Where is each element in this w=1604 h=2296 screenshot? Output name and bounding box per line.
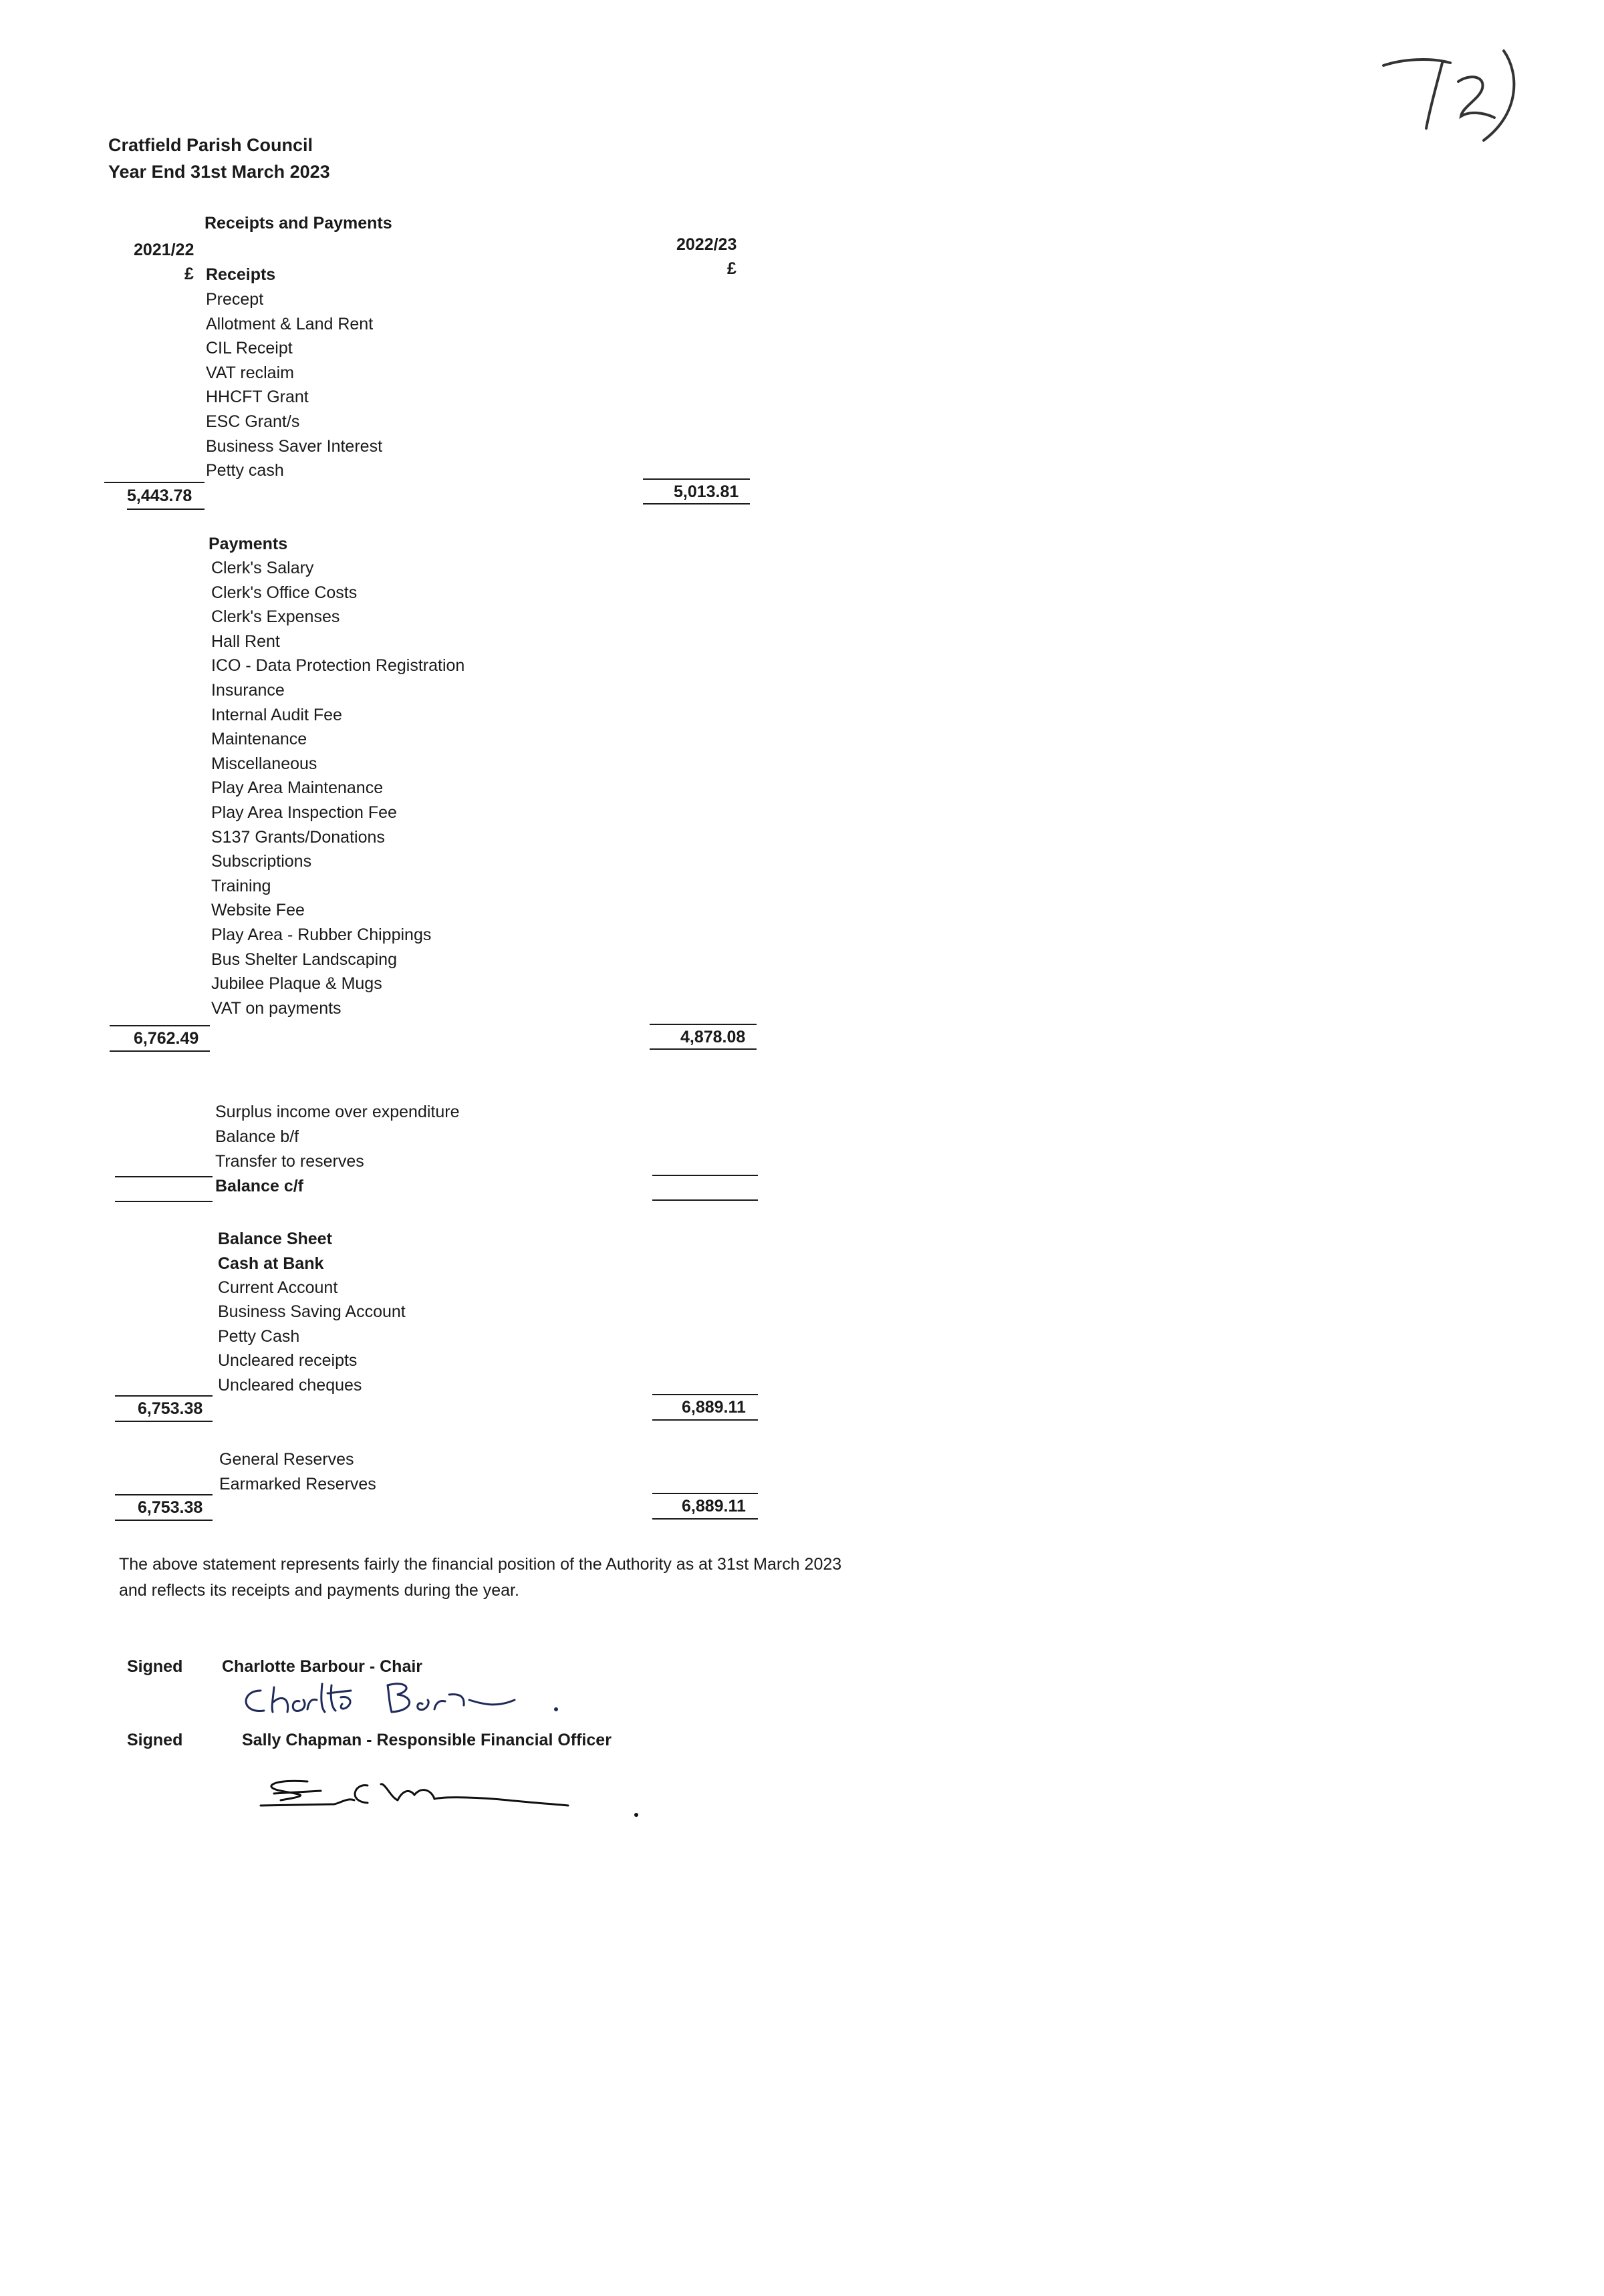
receipts-current-double-rule [643, 503, 750, 505]
line-item-label: Bus Shelter Landscaping [211, 950, 397, 969]
section-title: Receipts and Payments [205, 214, 392, 233]
reserves-current-double-rule [652, 1518, 758, 1520]
signed-label-chair: Signed [127, 1657, 183, 1676]
table-row [0, 828, 802, 851]
line-item-label: HHCFT Grant [206, 388, 309, 407]
surplus-current-double-rule [652, 1199, 758, 1201]
line-item-label: Clerk's Office Costs [211, 583, 358, 602]
current-currency: £ [727, 259, 737, 278]
table-row [0, 632, 802, 655]
table-row [0, 290, 802, 313]
surplus-prior-rule [115, 1176, 213, 1177]
line-item-label: Current Account [218, 1278, 338, 1297]
table-row [0, 754, 802, 777]
line-item-label: Earmarked Reserves [219, 1475, 376, 1493]
line-item-label: Uncleared receipts [218, 1351, 358, 1371]
table-row [0, 1327, 802, 1350]
report-period: Year End 31st March 2023 [108, 162, 330, 182]
line-item-label: VAT on payments [211, 998, 342, 1018]
line-item-label: Petty cash [206, 461, 284, 480]
statement-line-1: The above statement represents fairly the financial position of the Authority as at 31st March 2023 [119, 1555, 842, 1574]
line-item-label: VAT reclaim [206, 363, 294, 382]
line-item-label: Hall Rent [211, 631, 280, 651]
line-item-label: Transfer to reserves [215, 1152, 364, 1171]
chair-signature [234, 1671, 581, 1724]
payments-heading: Payments [209, 535, 288, 553]
payments-total-prior: 6,762.49 [134, 1029, 199, 1048]
rfo-signature [254, 1771, 655, 1824]
reserves-prior-double-rule [115, 1520, 213, 1521]
surplus-prior-double-rule [115, 1201, 213, 1202]
signatory-chair-name: Charlotte Barbour - Chair [222, 1657, 423, 1676]
table-row [0, 315, 802, 337]
line-item-label: Business Saving Account [218, 1302, 406, 1322]
table-row [0, 1177, 802, 1199]
receipts-prior-double-rule [127, 509, 205, 510]
receipts-total-prior: 5,443.78 [127, 486, 192, 505]
table-row [0, 706, 802, 728]
surplus-current-rule [652, 1175, 758, 1176]
table-row [0, 730, 802, 752]
table-row [0, 974, 802, 997]
table-row [0, 412, 802, 435]
table-row [0, 1351, 802, 1374]
balance-prior-rule [115, 1395, 213, 1397]
line-item-label: General Reserves [219, 1450, 354, 1469]
reserves-current-rule [652, 1493, 758, 1494]
table-row [0, 778, 802, 801]
line-item-label: Balance b/f [215, 1127, 299, 1146]
table-row [0, 999, 802, 1022]
table-row [0, 852, 802, 875]
receipts-heading: Receipts [206, 265, 276, 284]
balance-sheet-heading: Balance Sheet [218, 1230, 332, 1248]
table-row [0, 803, 802, 826]
balance-total-prior: 6,753.38 [138, 1399, 203, 1418]
line-item-label: Play Area Maintenance [211, 778, 384, 798]
payments-prior-rule [110, 1025, 210, 1026]
reserves-prior-rule [115, 1494, 213, 1495]
cash-at-bank-heading: Cash at Bank [218, 1254, 324, 1273]
payments-current-double-rule [650, 1048, 757, 1050]
line-item-label: Training [211, 876, 271, 895]
receipts-prior-rule [104, 482, 205, 483]
line-item-label: CIL Receipt [206, 339, 293, 358]
line-item-label: ICO - Data Protection Registration [211, 656, 465, 676]
line-item-label: Precept [206, 290, 264, 309]
line-item-label: Jubilee Plaque & Mugs [211, 974, 382, 994]
line-item-label: Uncleared cheques [218, 1375, 362, 1395]
line-item-label: Balance c/f [215, 1177, 304, 1195]
line-item-label: Internal Audit Fee [211, 705, 342, 724]
line-item-label: Surplus income over expenditure [215, 1103, 460, 1121]
table-row [0, 925, 802, 948]
table-row [0, 1302, 802, 1325]
table-row [0, 1152, 802, 1175]
table-row [0, 461, 802, 484]
receipts-total-current: 5,013.81 [674, 482, 739, 501]
balance-current-rule [652, 1394, 758, 1395]
line-item-label: Miscellaneous [211, 754, 317, 773]
line-item-label: Maintenance [211, 730, 307, 749]
council-name: Cratfield Parish Council [108, 135, 313, 155]
table-row [0, 1278, 802, 1301]
line-item-label: Business Saver Interest [206, 436, 383, 456]
table-row [0, 364, 802, 386]
current-year-header: 2022/23 [676, 235, 737, 254]
statement-line-2: and reflects its receipts and payments during the year. [119, 1581, 519, 1600]
table-row [0, 950, 802, 973]
signed-label-rfo: Signed [127, 1731, 183, 1749]
line-item-label: Allotment & Land Rent [206, 314, 374, 333]
receipts-current-rule [643, 478, 750, 480]
signatory-rfo-name: Sally Chapman - Responsible Financial Officer [242, 1731, 612, 1749]
payments-prior-double-rule [110, 1050, 210, 1052]
margin-note-handwriting [1377, 47, 1524, 147]
line-item-label: Clerk's Salary [211, 559, 314, 577]
table-row [0, 681, 802, 704]
table-row [0, 583, 802, 606]
prior-year-header: 2021/22 [134, 241, 194, 259]
balance-total-current: 6,889.11 [682, 1398, 746, 1417]
table-row [0, 656, 802, 679]
table-row [0, 437, 802, 460]
line-item-label: ESC Grant/s [206, 412, 300, 431]
payments-total-current: 4,878.08 [680, 1028, 746, 1046]
balance-current-double-rule [652, 1419, 758, 1421]
line-item-label: Clerk's Expenses [211, 607, 340, 627]
line-item-label: S137 Grants/Donations [211, 827, 385, 847]
table-row [0, 388, 802, 410]
reserves-total-current: 6,889.11 [682, 1497, 746, 1516]
table-row [0, 877, 802, 899]
line-item-label: Subscriptions [211, 852, 312, 871]
line-item-label: Insurance [211, 681, 285, 700]
line-item-label: Website Fee [211, 901, 305, 920]
table-row [0, 901, 802, 923]
table-row [0, 607, 802, 630]
table-row [0, 339, 802, 362]
reserves-total-prior: 6,753.38 [138, 1498, 203, 1517]
table-row [0, 1127, 802, 1150]
balance-prior-double-rule [115, 1421, 213, 1422]
prior-currency: £ [184, 265, 194, 283]
line-item-label: Petty Cash [218, 1326, 300, 1346]
table-row [0, 1450, 802, 1473]
table-row [0, 1103, 802, 1125]
line-item-label: Play Area - Rubber Chippings [211, 925, 432, 944]
table-row [0, 559, 802, 581]
payments-current-rule [650, 1024, 757, 1025]
line-item-label: Play Area Inspection Fee [211, 803, 397, 822]
